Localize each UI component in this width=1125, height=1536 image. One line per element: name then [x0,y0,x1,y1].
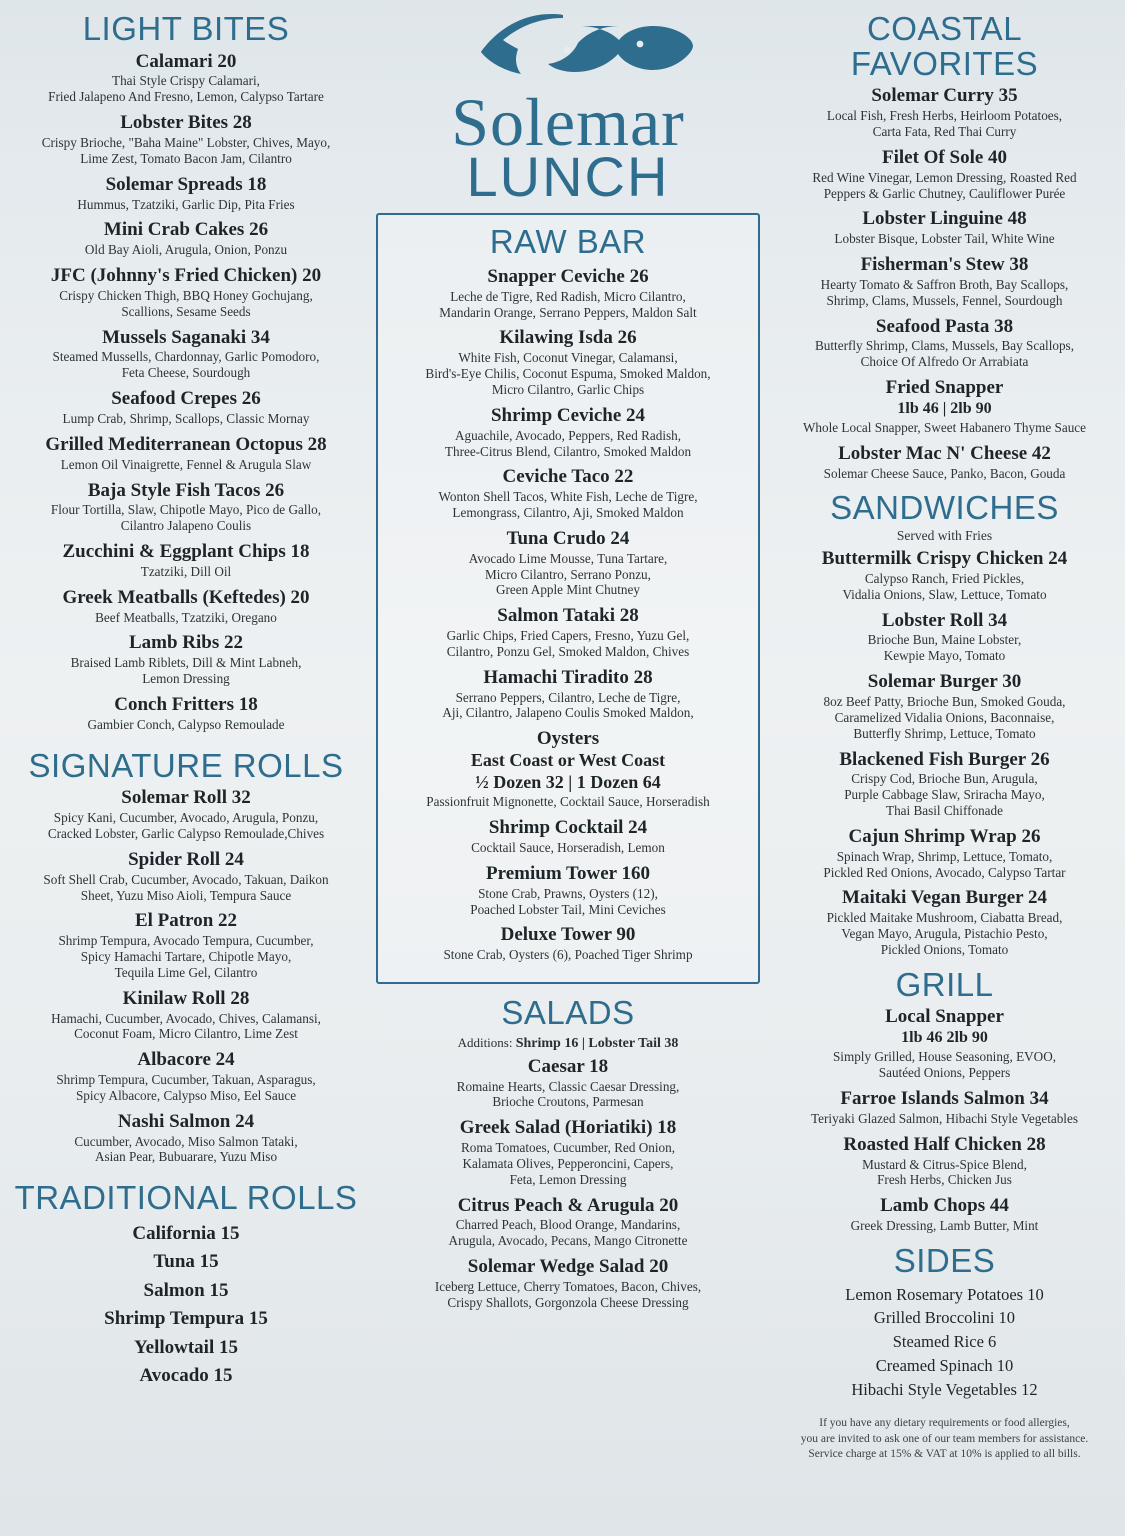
menu-item-description: Serrano Peppers, Cilantro, Leche de Tigre, Aji, Cilantro, Jalapeno Coulis Smoked Maldon, [442,689,694,721]
menu-item-name: Farroe Islands Salmon 34 [840,1088,1049,1109]
raw-bar-list-bottom [388,817,748,963]
menu-item [8,327,364,382]
menu-item-name: Lemon Rosemary Potatoes 10 [845,1284,1044,1304]
oysters-item [388,728,748,810]
lobster-mac-item [772,443,1117,482]
menu-item-name: Shrimp Ceviche 24 [490,404,646,426]
menu-item-description: Shrimp Tempura, Avocado Tempura, Cucumber, Spicy Hamachi Tartare, Chipotle Mayo, Tequila Lime Gel, Cilantro [58,933,314,980]
menu-item-description: Tzatziki, Dill Oil [140,563,232,579]
menu-item-description: Charred Peach, Blood Orange, Mandarins, Arugula, Avocado, Pecans, Mango Citronette [448,1217,688,1249]
menu-item [388,528,748,598]
menu-item-name: JFC (Johnny's Fried Chicken) 20 [50,265,322,287]
menu-item-name: Cajun Shrimp Wrap 26 [848,825,1041,847]
menu-item-description: Roma Tomatoes, Cucumber, Red Onion, Kalamata Olives, Pepperoncini, Capers, Feta, Lemon Dressing [460,1140,676,1187]
menu-item [8,51,364,106]
menu-item [388,405,748,460]
menu-item-description: Stone Crab, Oysters (6), Poached Tiger Shrimp [443,947,693,963]
menu-item-name: Seafood Pasta 38 [875,315,1014,337]
menu-item-description: Crispy Chicken Thigh, BBQ Honey Gochujang, Scallions, Sesame Seeds [59,287,313,319]
menu-item [8,541,364,580]
footnote: If you have any dietary requirements or food allergies, you are invited to ask one of our team members for assistance. Service charge at 15% & VAT at 10% is applied to all bills. [800,1417,1089,1461]
menu-item-description: Stone Crab, Prawns, Oysters (12), Poached Lobster Tail, Mini Ceviches [470,885,666,917]
oysters-desc: Passionfruit Mignonette, Cocktail Sauce, Horseradish [426,794,710,810]
menu-item-name: Premium Tower 160 [486,862,650,884]
oysters-coast: East Coast or West Coast [470,750,666,771]
menu-item-name: Mini Crab Cakes 26 [103,219,269,241]
menu-item-name: Solemar Curry 35 [871,85,1018,107]
menu-item-description: Lemon Oil Vinaigrette, Fennel & Arugula Slaw [60,456,312,472]
brand-name: Solemar [451,84,685,160]
menu-item [8,265,364,320]
menu-item-description: Butterfly Shrimp, Clams, Mussels, Bay Scallops, Choice Of Alfredo Or Arrabiata [815,338,1074,370]
menu-item [772,147,1117,202]
menu-item-name: Salmon 15 [143,1279,229,1301]
menu-item [388,266,748,321]
section-title-sandwiches: SANDWICHES [830,489,1059,527]
menu-item-name: Mussels Saganaki 34 [102,326,270,348]
menu-item-description: Romaine Hearts, Classic Caesar Dressing, Brioche Croutons, Parmesan [456,1078,680,1110]
fried-snapper-item [772,377,1117,436]
menu-item-description: Hearty Tomato & Saffron Broth, Bay Scallops, Shrimp, Clams, Mussels, Fennel, Sourdough [820,276,1069,308]
sandwiches-served-note: Served with Fries [896,528,993,544]
section-title-coastal-favorites: COASTAL FAVORITES [850,10,1039,82]
menu-item [772,610,1117,665]
menu-item-name: Seafood Crepes 26 [111,388,261,410]
fried-snapper-name: Fried Snapper [885,377,1004,399]
menu-item [8,988,364,1043]
salad-additions-label: Additions: [457,1034,513,1050]
menu-item-name: Blackened Fish Burger 26 [839,748,1050,770]
section-title-light-bites: LIGHT BITES [82,10,290,47]
menu-item-description: Soft Shell Crab, Cucumber, Avocado, Takuan, Daikon Sheet, Yuzu Miso Aioli, Tempura Sauce [43,871,329,903]
menu-item-name: Kilawing Isda 26 [499,327,637,349]
section-title-grill: GRILL [895,965,994,1003]
menu-item-name: Calamari 20 [135,50,237,72]
menu-item-name: Avocado 15 [139,1365,233,1387]
menu-item [388,466,748,521]
menu-item-name: Nashi Salmon 24 [117,1110,255,1132]
menu-item-name: Deluxe Tower 90 [500,924,636,946]
section-title-raw-bar: RAW BAR [489,223,647,261]
menu-item-name: Spider Roll 24 [128,848,244,870]
menu-item-description: Spinach Wrap, Shrimp, Lettuce, Tomato, Pickled Red Onions, Avocado, Calypso Tartar [823,848,1066,880]
menu-item [772,316,1117,371]
menu-item-description: Spicy Kani, Cucumber, Avocado, Arugula, Ponzu, Cracked Lobster, Garlic Calypso Remoulade,Chives [47,810,325,841]
menu-item-description: White Fish, Coconut Vinegar, Calamansi, Bird's-Eye Chilis, Coconut Espuma, Smoked Maldon, Micro Cilantro, Garlic Chips [425,350,711,397]
menu-item [376,1117,760,1187]
menu-item [8,787,364,842]
menu-item [772,887,1117,957]
section-title-salads: SALADS [501,994,635,1032]
menu-item [8,1111,364,1166]
menu-item-description: Avocado Lime Mousse, Tuna Tartare, Micro Cilantro, Serrano Ponzu, Green Apple Mint Chutney [468,550,668,598]
menu-item-description: Pickled Maitake Mushroom, Ciabatta Bread, Vegan Mayo, Arugula, Pistachio Pesto, Pickled Onions, Tomato [826,910,1063,957]
menu-item-name: Lamb Ribs 22 [128,632,244,654]
menu-item [376,1256,760,1311]
menu-item [8,388,364,427]
menu-item-name: Solemar Roll 32 [121,787,251,809]
menu-item-description: Garlic Chips, Fried Capers, Fresno, Yuzu Gel, Cilantro, Ponzu Gel, Smoked Maldon, Chives [446,628,690,659]
menu-item-description: Crispy Brioche, "Baha Maine" Lobster, Chives, Mayo, Lime Zest, Tomato Bacon Jam, Cilantro [41,135,331,166]
oysters-price: ½ Dozen 32 | 1 Dozen 64 [475,771,661,792]
menu-item-description: Greek Dressing, Lamb Butter, Mint [850,1218,1039,1234]
menu-item [8,219,364,258]
menu-item [8,174,364,213]
menu-item-name: Salmon Tataki 28 [497,605,639,627]
menu-item-description: 8oz Beef Patty, Brioche Bun, Smoked Gouda, Caramelized Vidalia Onions, Baconnaise, Butterfly Shrimp, Lettuce, Tomato [823,694,1066,741]
menu-item [8,112,364,167]
two-fish-icon [443,8,693,96]
logo-block [376,0,760,209]
menu-item-name: Baja Style Fish Tacos 26 [87,479,285,501]
menu-item [772,85,1117,140]
menu-item [388,863,748,918]
menu-item [772,548,1117,603]
menu-item-name: Shrimp Tempura 15 [104,1308,268,1330]
menu-item-name: Tuna Crudo 24 [506,527,630,549]
menu-item [376,1195,760,1250]
menu-item-name: Greek Salad (Horiatiki) 18 [459,1117,677,1139]
salads-list [376,1056,760,1311]
menu-item [772,208,1117,247]
menu-item-description: Steamed Mussells, Chardonnay, Garlic Pomodoro, Feta Cheese, Sourdough [52,349,320,381]
menu-item-description: Wonton Shell Tacos, White Fish, Leche de Tigre, Lemongrass, Cilantro, Aji, Smoked Maldon [438,489,698,521]
menu-item-name: Roasted Half Chicken 28 [843,1133,1046,1155]
menu-item [772,749,1117,819]
menu-item [772,671,1117,741]
raw-bar-box [376,213,760,984]
left-column [0,0,372,1536]
menu-item-name: Grilled Broccolini 10 [873,1308,1016,1328]
salad-additions-value: Shrimp 16 | Lobster Tail 38 [515,1035,679,1051]
menu-item-description: Iceberg Lettuce, Cherry Tomatoes, Bacon, Chives, Crispy Shallots, Gorgonzola Cheese Dressing [434,1279,702,1310]
menu-item-name: Citrus Peach & Arugula 20 [457,1194,679,1216]
menu-item [388,327,748,397]
menu-item-description: Leche de Tigre, Red Radish, Micro Cilantro, Mandarin Orange, Serrano Peppers, Maldon Salt [439,288,697,320]
menu-item-name: Yellowtail 15 [134,1336,238,1358]
menu-item-name: Kinilaw Roll 28 [122,987,250,1009]
sandwiches-list [772,548,1117,958]
menu-item-description: Lump Crab, Shrimp, Scallops, Classic Mornay [62,410,310,426]
menu-item-name: Caesar 18 [527,1055,609,1077]
menu-item [8,849,364,904]
salad-additions [376,1035,760,1052]
fried-snapper-desc: Whole Local Snapper, Sweet Habanero Thyme Sauce [802,419,1087,435]
menu-item-description: Red Wine Vinegar, Lemon Dressing, Roasted Red Peppers & Garlic Chutney, Cauliflower Purée [812,169,1077,201]
menu-item-description: Lobster Bisque, Lobster Tail, White Wine [834,231,1055,247]
menu-item-description: Aguachile, Avocado, Peppers, Red Radish, Three-Citrus Blend, Cilantro, Smoked Maldon [444,427,692,459]
menu-item-description: Thai Style Crispy Calamari, Fried Jalapeno And Fresno, Lemon, Calypso Tartare [48,73,324,105]
section-title-signature-rolls: SIGNATURE ROLLS [28,746,344,784]
section-title-traditional-rolls: TRADITIONAL ROLLS [14,1179,358,1217]
local-snapper-price: 1lb 46 2lb 90 [901,1029,988,1047]
light-bites-list [8,51,364,733]
menu-item-name: Zucchini & Eggplant Chips 18 [62,541,310,563]
coastal-list [772,85,1117,370]
right-column [764,0,1125,1536]
menu-item-name: Solemar Spreads 18 [105,173,267,195]
menu-item-name: Maitaki Vegan Burger 24 [842,887,1047,909]
fried-snapper-price: 1lb 46 | 2lb 90 [897,399,992,417]
menu-item [772,826,1117,881]
menu-item-name: Greek Meatballs (Keftedes) 20 [62,586,310,608]
local-snapper-item [772,1006,1117,1081]
menu-item-name: Solemar Wedge Salad 20 [467,1256,669,1278]
menu-item-description: Hamachi, Cucumber, Avocado, Chives, Calamansi, Coconut Foam, Micro Cilantro, Lime Zest [51,1010,321,1042]
grill-list [772,1088,1117,1234]
menu-item [8,587,364,626]
menu-item-name: Hamachi Tiradito 28 [483,666,653,688]
menu-item [8,480,364,535]
lobster-mac-name: Lobster Mac N' Cheese 42 [838,442,1051,464]
menu-item-description: Local Fish, Fresh Herbs, Heirloom Potatoes, Carta Fata, Red Thai Curry [826,108,1063,139]
menu-item-description: Hummus, Tzatziki, Garlic Dip, Pita Fries [77,196,295,212]
oysters-name: Oysters [536,728,600,750]
menu-item-name: Creamed Spinach 10 [875,1356,1014,1376]
sides-list [772,1283,1117,1403]
menu-item [8,434,364,473]
menu-item-description: Old Bay Aioli, Arugula, Onion, Ponzu [84,242,288,258]
traditional-rolls-list [8,1220,364,1391]
menu-item-name: Conch Fritters 18 [114,693,258,715]
menu-item-name: Hibachi Style Vegetables 12 [851,1380,1038,1400]
local-snapper-name: Local Snapper [885,1006,1004,1028]
menu-item-description: Crispy Cod, Brioche Bun, Arugula, Purple Cabbage Slaw, Sriracha Mayo, Thai Basil Chiffonade [844,771,1045,819]
menu-item-name: Steamed Rice 6 [892,1332,997,1352]
raw-bar-list-top [388,266,748,721]
menu-item [772,1195,1117,1234]
menu-item-name: Solemar Burger 30 [867,671,1022,693]
menu-item-name: Fisherman's Stew 38 [860,254,1029,276]
local-snapper-desc: Simply Grilled, House Seasoning, EVOO, Sautéed Onions, Peppers [832,1049,1057,1081]
menu-item-name: Ceviche Taco 22 [502,466,634,488]
menu-item [8,632,364,687]
menu-item-description: Calypso Ranch, Fried Pickles, Vidalia Onions, Slaw, Lettuce, Tomato [842,570,1047,602]
menu-item-name: El Patron 22 [134,910,238,932]
menu-item-description: Gambier Conch, Calypso Remoulade [87,716,285,732]
section-title-sides: SIDES [893,1241,996,1279]
menu-item-description: Flour Tortilla, Slaw, Chipotle Mayo, Pico de Gallo, Cilantro Jalapeno Coulis [50,502,322,534]
meal-title: LUNCH [466,145,670,209]
menu-item-description: Mustard & Citrus-Spice Blend, Fresh Herbs, Chicken Jus [862,1156,1027,1188]
menu-item-name: Snapper Ceviche 26 [487,265,649,287]
menu-item-description: Cocktail Sauce, Horseradish, Lemon [471,840,665,856]
menu-item-name: Filet Of Sole 40 [881,146,1008,168]
menu-item-description: Beef Meatballs, Tzatziki, Oregano [95,609,277,625]
menu-item [388,924,748,963]
menu-item-name: Lobster Linguine 48 [862,208,1027,230]
menu-item-name: Buttermilk Crispy Chicken 24 [821,548,1068,570]
menu-item-description: Braised Lamb Riblets, Dill & Mint Labneh, Lemon Dressing [70,655,302,687]
menu-item [772,1134,1117,1189]
menu-item-description: Cucumber, Avocado, Miso Salmon Tataki, Asian Pear, Bubuarare, Yuzu Miso [74,1133,298,1165]
signature-rolls-list [8,787,364,1165]
menu-item [772,254,1117,309]
menu-item-description: Brioche Bun, Maine Lobster, Kewpie Mayo, Tomato [867,632,1022,664]
menu-item-name: Lobster Roll 34 [881,609,1008,631]
menu-item-name: Shrimp Cocktail 24 [488,817,648,839]
menu-item [8,1049,364,1104]
menu-item [772,1088,1117,1127]
menu-item-name: Tuna 15 [153,1251,219,1273]
menu-item [388,817,748,856]
menu-item [388,605,748,660]
menu-item-name: Grilled Mediterranean Octopus 28 [45,433,327,455]
menu-item [8,694,364,733]
menu-item-description: Teriyaki Glazed Salmon, Hibachi Style Vegetables [811,1110,1078,1126]
menu-item [388,667,748,722]
menu-item-name: California 15 [132,1222,240,1244]
lobster-mac-desc: Solemar Cheese Sauce, Panko, Bacon, Gouda [823,465,1066,481]
menu-item-name: Lamb Chops 44 [880,1195,1009,1217]
middle-column [372,0,764,1536]
menu-item [8,910,364,980]
menu-item-name: Lobster Bites 28 [120,112,252,134]
menu-item-description: Shrimp Tempura, Cucumber, Takuan, Asparagus, Spicy Albacore, Calypso Miso, Eel Sauce [56,1072,316,1103]
menu-item [376,1056,760,1111]
menu-item-name: Albacore 24 [137,1049,235,1071]
